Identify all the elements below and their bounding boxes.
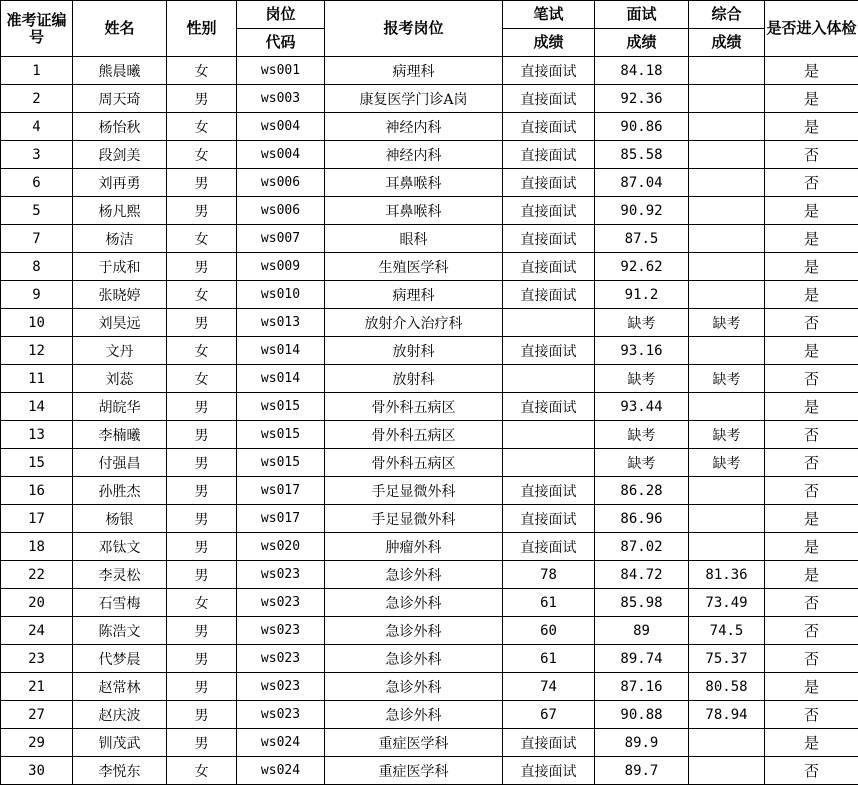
cell-overall-score <box>689 141 765 169</box>
cell-post-code: ws006 <box>237 169 325 197</box>
cell-written-score: 直接面试 <box>503 85 595 113</box>
cell-interview-score: 93.16 <box>595 337 689 365</box>
cell-overall-score <box>689 393 765 421</box>
cell-written-score: 直接面试 <box>503 729 595 757</box>
cell-physical-exam: 是 <box>765 393 858 421</box>
cell-name: 李悦东 <box>73 757 167 785</box>
cell-name: 杨洁 <box>73 225 167 253</box>
cell-exam-id: 10 <box>1 309 73 337</box>
cell-gender: 女 <box>167 757 237 785</box>
cell-name: 代梦晨 <box>73 645 167 673</box>
cell-post-code: ws015 <box>237 449 325 477</box>
cell-name: 杨怡秋 <box>73 113 167 141</box>
cell-overall-score <box>689 113 765 141</box>
cell-interview-score: 缺考 <box>595 421 689 449</box>
cell-exam-id: 2 <box>1 85 73 113</box>
cell-gender: 男 <box>167 729 237 757</box>
table-row <box>1 281 858 309</box>
cell-interview-score: 91.2 <box>595 281 689 309</box>
cell-position: 神经内科 <box>325 113 503 141</box>
table-row <box>1 197 858 225</box>
cell-post-code: ws006 <box>237 197 325 225</box>
cell-exam-id: 23 <box>1 645 73 673</box>
cell-overall-score <box>689 533 765 561</box>
cell-name: 石雪梅 <box>73 589 167 617</box>
cell-gender: 男 <box>167 85 237 113</box>
cell-physical-exam: 否 <box>765 309 858 337</box>
cell-written-score <box>503 449 595 477</box>
cell-written-score: 直接面试 <box>503 281 595 309</box>
cell-gender: 男 <box>167 309 237 337</box>
cell-position: 骨外科五病区 <box>325 393 503 421</box>
header-physical: 是否进入体检 <box>765 1 858 57</box>
cell-interview-score: 89.74 <box>595 645 689 673</box>
cell-post-code: ws023 <box>237 701 325 729</box>
cell-interview-score: 89.9 <box>595 729 689 757</box>
cell-position: 眼科 <box>325 225 503 253</box>
table-row <box>1 533 858 561</box>
cell-written-score: 61 <box>503 645 595 673</box>
cell-name: 杨凡熙 <box>73 197 167 225</box>
table-row <box>1 729 858 757</box>
cell-physical-exam: 是 <box>765 533 858 561</box>
cell-position: 病理科 <box>325 57 503 85</box>
table-row <box>1 85 858 113</box>
cell-position: 放射介入治疗科 <box>325 309 503 337</box>
cell-post-code: ws024 <box>237 729 325 757</box>
cell-name: 周天琦 <box>73 85 167 113</box>
cell-written-score: 67 <box>503 701 595 729</box>
header-interview: 面试 <box>595 1 689 29</box>
cell-exam-id: 11 <box>1 365 73 393</box>
cell-exam-id: 8 <box>1 253 73 281</box>
cell-exam-id: 27 <box>1 701 73 729</box>
cell-position: 手足显微外科 <box>325 505 503 533</box>
cell-position: 耳鼻喉科 <box>325 197 503 225</box>
cell-physical-exam: 否 <box>765 421 858 449</box>
cell-interview-score: 90.88 <box>595 701 689 729</box>
cell-interview-score: 86.28 <box>595 477 689 505</box>
header-interview-sub: 成绩 <box>595 29 689 57</box>
cell-interview-score: 90.86 <box>595 113 689 141</box>
cell-gender: 女 <box>167 281 237 309</box>
cell-interview-score: 89 <box>595 617 689 645</box>
cell-physical-exam: 否 <box>765 141 858 169</box>
table-row <box>1 141 858 169</box>
cell-physical-exam: 否 <box>765 477 858 505</box>
cell-interview-score: 85.58 <box>595 141 689 169</box>
cell-name: 陈浩文 <box>73 617 167 645</box>
cell-gender: 男 <box>167 505 237 533</box>
cell-interview-score: 89.7 <box>595 757 689 785</box>
cell-physical-exam: 否 <box>765 449 858 477</box>
cell-gender: 男 <box>167 421 237 449</box>
cell-name: 熊晨曦 <box>73 57 167 85</box>
cell-post-code: ws014 <box>237 337 325 365</box>
cell-post-code: ws010 <box>237 281 325 309</box>
header-written: 笔试 <box>503 1 595 29</box>
cell-position: 康复医学门诊A岗 <box>325 85 503 113</box>
cell-exam-id: 3 <box>1 141 73 169</box>
cell-exam-id: 18 <box>1 533 73 561</box>
cell-written-score: 直接面试 <box>503 477 595 505</box>
cell-written-score <box>503 421 595 449</box>
cell-name: 赵庆波 <box>73 701 167 729</box>
cell-position: 急诊外科 <box>325 645 503 673</box>
cell-position: 重症医学科 <box>325 757 503 785</box>
table-row <box>1 449 858 477</box>
cell-physical-exam: 是 <box>765 337 858 365</box>
cell-interview-score: 缺考 <box>595 365 689 393</box>
cell-overall-score <box>689 197 765 225</box>
cell-name: 张晓婷 <box>73 281 167 309</box>
cell-name: 钏茂武 <box>73 729 167 757</box>
cell-exam-id: 29 <box>1 729 73 757</box>
table-row <box>1 309 858 337</box>
cell-exam-id: 15 <box>1 449 73 477</box>
cell-name: 胡皖华 <box>73 393 167 421</box>
cell-name: 李楠曦 <box>73 421 167 449</box>
cell-gender: 男 <box>167 169 237 197</box>
cell-post-code: ws013 <box>237 309 325 337</box>
cell-physical-exam: 否 <box>765 589 858 617</box>
cell-gender: 女 <box>167 141 237 169</box>
cell-post-code: ws017 <box>237 477 325 505</box>
cell-physical-exam: 是 <box>765 281 858 309</box>
cell-interview-score: 87.04 <box>595 169 689 197</box>
table-row <box>1 169 858 197</box>
cell-name: 孙胜杰 <box>73 477 167 505</box>
cell-position: 放射科 <box>325 365 503 393</box>
table-row <box>1 253 858 281</box>
cell-gender: 男 <box>167 449 237 477</box>
cell-physical-exam: 否 <box>765 757 858 785</box>
cell-post-code: ws001 <box>237 57 325 85</box>
cell-gender: 女 <box>167 589 237 617</box>
cell-exam-id: 14 <box>1 393 73 421</box>
cell-overall-score: 75.37 <box>689 645 765 673</box>
cell-overall-score: 81.36 <box>689 561 765 589</box>
cell-overall-score: 73.49 <box>689 589 765 617</box>
cell-exam-id: 17 <box>1 505 73 533</box>
table-row <box>1 225 858 253</box>
table-header <box>1 1 858 57</box>
cell-written-score: 78 <box>503 561 595 589</box>
cell-interview-score: 87.16 <box>595 673 689 701</box>
cell-interview-score: 86.96 <box>595 505 689 533</box>
cell-physical-exam: 否 <box>765 701 858 729</box>
header-overall: 综合 <box>689 1 765 29</box>
cell-gender: 男 <box>167 561 237 589</box>
cell-overall-score <box>689 281 765 309</box>
cell-written-score: 直接面试 <box>503 113 595 141</box>
cell-written-score: 直接面试 <box>503 505 595 533</box>
cell-exam-id: 9 <box>1 281 73 309</box>
cell-physical-exam: 是 <box>765 253 858 281</box>
table-row <box>1 505 858 533</box>
cell-physical-exam: 否 <box>765 617 858 645</box>
cell-post-code: ws023 <box>237 589 325 617</box>
cell-written-score: 74 <box>503 673 595 701</box>
cell-physical-exam: 是 <box>765 225 858 253</box>
cell-post-code: ws015 <box>237 393 325 421</box>
cell-interview-score: 84.18 <box>595 57 689 85</box>
cell-post-code: ws009 <box>237 253 325 281</box>
cell-post-code: ws014 <box>237 365 325 393</box>
cell-physical-exam: 是 <box>765 729 858 757</box>
cell-overall-score <box>689 85 765 113</box>
cell-gender: 男 <box>167 393 237 421</box>
cell-position: 急诊外科 <box>325 701 503 729</box>
table-row <box>1 673 858 701</box>
cell-exam-id: 13 <box>1 421 73 449</box>
cell-overall-score <box>689 729 765 757</box>
cell-interview-score: 缺考 <box>595 449 689 477</box>
cell-gender: 女 <box>167 337 237 365</box>
table-row <box>1 561 858 589</box>
cell-position: 骨外科五病区 <box>325 449 503 477</box>
cell-physical-exam: 是 <box>765 505 858 533</box>
cell-overall-score <box>689 57 765 85</box>
cell-overall-score <box>689 477 765 505</box>
table-row <box>1 757 858 785</box>
table-row <box>1 57 858 85</box>
table-row <box>1 477 858 505</box>
cell-physical-exam: 是 <box>765 673 858 701</box>
cell-name: 付强昌 <box>73 449 167 477</box>
header-overall-sub: 成绩 <box>689 29 765 57</box>
cell-physical-exam: 是 <box>765 57 858 85</box>
cell-interview-score: 92.36 <box>595 85 689 113</box>
cell-overall-score: 74.5 <box>689 617 765 645</box>
cell-post-code: ws004 <box>237 113 325 141</box>
cell-gender: 男 <box>167 617 237 645</box>
cell-position: 急诊外科 <box>325 673 503 701</box>
cell-name: 杨银 <box>73 505 167 533</box>
cell-physical-exam: 是 <box>765 85 858 113</box>
cell-post-code: ws017 <box>237 505 325 533</box>
cell-post-code: ws020 <box>237 533 325 561</box>
header-position: 报考岗位 <box>325 1 503 57</box>
table-row <box>1 421 858 449</box>
cell-physical-exam: 是 <box>765 113 858 141</box>
cell-post-code: ws024 <box>237 757 325 785</box>
cell-exam-id: 4 <box>1 113 73 141</box>
cell-overall-score: 缺考 <box>689 421 765 449</box>
table-row <box>1 701 858 729</box>
cell-physical-exam: 否 <box>765 645 858 673</box>
cell-gender: 女 <box>167 113 237 141</box>
cell-name: 刘再勇 <box>73 169 167 197</box>
cell-position: 耳鼻喉科 <box>325 169 503 197</box>
cell-name: 赵常林 <box>73 673 167 701</box>
cell-exam-id: 7 <box>1 225 73 253</box>
cell-physical-exam: 否 <box>765 169 858 197</box>
cell-interview-score: 87.5 <box>595 225 689 253</box>
cell-interview-score: 85.98 <box>595 589 689 617</box>
cell-post-code: ws023 <box>237 673 325 701</box>
header-name: 姓名 <box>73 1 167 57</box>
cell-physical-exam: 是 <box>765 197 858 225</box>
cell-position: 放射科 <box>325 337 503 365</box>
cell-exam-id: 22 <box>1 561 73 589</box>
cell-position: 骨外科五病区 <box>325 421 503 449</box>
cell-overall-score: 80.58 <box>689 673 765 701</box>
cell-gender: 男 <box>167 253 237 281</box>
cell-written-score <box>503 365 595 393</box>
cell-post-code: ws004 <box>237 141 325 169</box>
cell-exam-id: 30 <box>1 757 73 785</box>
cell-position: 急诊外科 <box>325 589 503 617</box>
cell-gender: 男 <box>167 673 237 701</box>
cell-interview-score: 缺考 <box>595 309 689 337</box>
header-post-code: 代码 <box>237 29 325 57</box>
header-exam-id: 准考证编号 <box>1 1 73 57</box>
cell-position: 肿瘤外科 <box>325 533 503 561</box>
cell-overall-score: 缺考 <box>689 365 765 393</box>
cell-written-score: 直接面试 <box>503 225 595 253</box>
table-body <box>1 57 858 785</box>
cell-exam-id: 16 <box>1 477 73 505</box>
cell-physical-exam: 是 <box>765 561 858 589</box>
cell-position: 重症医学科 <box>325 729 503 757</box>
cell-interview-score: 92.62 <box>595 253 689 281</box>
cell-overall-score <box>689 505 765 533</box>
cell-overall-score <box>689 337 765 365</box>
cell-overall-score <box>689 225 765 253</box>
cell-exam-id: 12 <box>1 337 73 365</box>
cell-post-code: ws015 <box>237 421 325 449</box>
cell-position: 神经内科 <box>325 141 503 169</box>
cell-written-score: 60 <box>503 617 595 645</box>
cell-exam-id: 20 <box>1 589 73 617</box>
cell-gender: 女 <box>167 225 237 253</box>
header-post: 岗位 <box>237 1 325 29</box>
cell-position: 手足显微外科 <box>325 477 503 505</box>
cell-interview-score: 90.92 <box>595 197 689 225</box>
cell-gender: 男 <box>167 477 237 505</box>
cell-post-code: ws003 <box>237 85 325 113</box>
cell-position: 病理科 <box>325 281 503 309</box>
cell-written-score: 61 <box>503 589 595 617</box>
cell-written-score: 直接面试 <box>503 169 595 197</box>
cell-exam-id: 1 <box>1 57 73 85</box>
cell-name: 文丹 <box>73 337 167 365</box>
header-written-sub: 成绩 <box>503 29 595 57</box>
cell-interview-score: 93.44 <box>595 393 689 421</box>
cell-post-code: ws023 <box>237 617 325 645</box>
cell-written-score: 直接面试 <box>503 141 595 169</box>
cell-overall-score: 缺考 <box>689 309 765 337</box>
cell-name: 刘昊远 <box>73 309 167 337</box>
table-row <box>1 393 858 421</box>
cell-interview-score: 87.02 <box>595 533 689 561</box>
cell-exam-id: 5 <box>1 197 73 225</box>
cell-gender: 男 <box>167 533 237 561</box>
cell-written-score: 直接面试 <box>503 533 595 561</box>
table-row <box>1 617 858 645</box>
cell-name: 李灵松 <box>73 561 167 589</box>
cell-name: 邓钛文 <box>73 533 167 561</box>
cell-written-score: 直接面试 <box>503 393 595 421</box>
cell-overall-score: 78.94 <box>689 701 765 729</box>
header-gender: 性别 <box>167 1 237 57</box>
cell-exam-id: 21 <box>1 673 73 701</box>
table-row <box>1 589 858 617</box>
cell-overall-score <box>689 169 765 197</box>
cell-exam-id: 6 <box>1 169 73 197</box>
table-row <box>1 337 858 365</box>
cell-interview-score: 84.72 <box>595 561 689 589</box>
cell-post-code: ws023 <box>237 561 325 589</box>
cell-exam-id: 24 <box>1 617 73 645</box>
table-row <box>1 113 858 141</box>
cell-post-code: ws007 <box>237 225 325 253</box>
cell-gender: 女 <box>167 365 237 393</box>
cell-overall-score <box>689 757 765 785</box>
cell-written-score: 直接面试 <box>503 757 595 785</box>
cell-gender: 女 <box>167 57 237 85</box>
cell-name: 段剑美 <box>73 141 167 169</box>
cell-position: 生殖医学科 <box>325 253 503 281</box>
cell-gender: 男 <box>167 197 237 225</box>
cell-post-code: ws023 <box>237 645 325 673</box>
cell-name: 于成和 <box>73 253 167 281</box>
table-row <box>1 365 858 393</box>
cell-written-score <box>503 309 595 337</box>
cell-overall-score: 缺考 <box>689 449 765 477</box>
cell-gender: 男 <box>167 645 237 673</box>
cell-position: 急诊外科 <box>325 561 503 589</box>
cell-name: 刘蕊 <box>73 365 167 393</box>
cell-position: 急诊外科 <box>325 617 503 645</box>
cell-gender: 男 <box>167 701 237 729</box>
cell-written-score: 直接面试 <box>503 337 595 365</box>
cell-physical-exam: 否 <box>765 365 858 393</box>
table-row <box>1 645 858 673</box>
cell-written-score: 直接面试 <box>503 57 595 85</box>
cell-overall-score <box>689 253 765 281</box>
cell-written-score: 直接面试 <box>503 197 595 225</box>
cell-written-score: 直接面试 <box>503 253 595 281</box>
